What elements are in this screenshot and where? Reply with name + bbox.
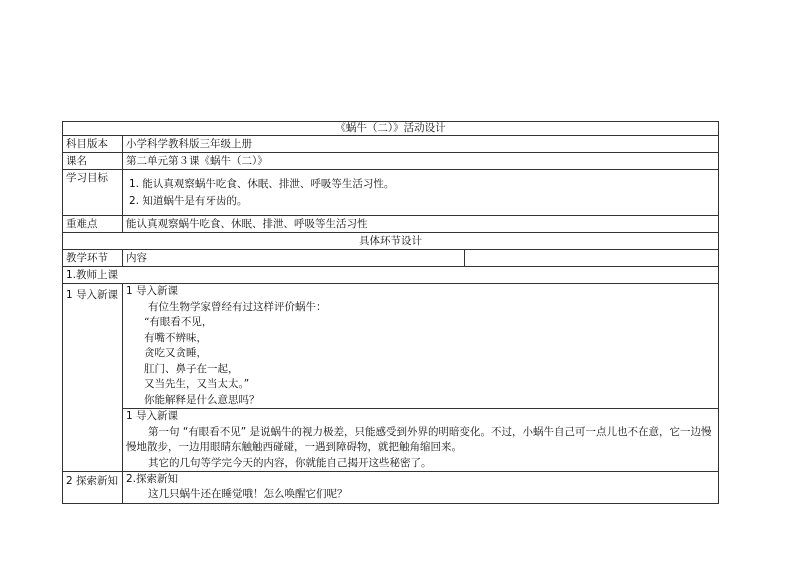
lesson-name-value: 第二单元第３课《蜗牛（二）》 [123,153,719,170]
content-column-header: 内容 [123,250,465,267]
key-points-value: 能认真观察蜗牛吃食、休眠、排泄、呼吸等生活习性 [123,216,719,233]
stage1-block1 [123,284,719,409]
block-intro: 有位生物学家曾经有过这样评价蜗牛： [148,300,327,313]
lesson-name-label: 课名 [63,153,123,170]
block-heading: 1 导入新课 [126,285,179,297]
subject-version-value: 小学科学教科版三年级上册 [123,136,719,153]
stage-column-header: 教学环节 [63,250,123,267]
learning-goals-label: 学习目标 [63,170,123,216]
lesson-plan-sheet [62,121,718,504]
empty-column-header [465,250,719,267]
poem-line: 有嘴不辨味， [144,331,207,344]
block-text: 这几只蜗牛还在睡觉哦！怎么唤醒它们呢？ [148,488,348,500]
stage1-block2 [123,409,719,472]
block-paragraph: 其它的几句等学完今天的内容，你就能自己揭开这些秘密了。 [148,456,432,469]
teacher-start-row: 1.教师上课 [63,267,719,284]
block-heading: 2.探索新知 [126,473,179,485]
key-points-label: 重难点 [63,216,123,233]
goal-item: 1. 能认真观察蜗牛吃食、休眠、排泄、呼吸等生活习性。 [129,177,395,190]
block-paragraph: 第一句 “有眼看不见” 是说蜗牛的视力极差，只能感受到外界的明暗变化。不过，小蜗牛自己可一点儿也不在意，它一边慢慢地散步，一边用眼睛东触触西碰碰，一遇到障碍物，就把触角缩回来。 [126,425,712,453]
poem-line: 肛门、鼻子在一起， [144,362,239,375]
stage1-label: 1 导入新课 [63,284,123,472]
block-heading: 1 导入新课 [126,410,179,422]
learning-goals-value [123,170,719,216]
poem-line: “有眼看不见， [144,316,213,328]
goal-item: 2. 知道蜗牛是有牙齿的。 [129,194,248,207]
stage2-content [123,472,719,504]
poem-line: 贪吃又贪睡， [144,347,207,359]
section-title: 具体环节设计 [63,233,719,250]
block-question: 你能解释是什么意思吗？ [144,393,260,406]
document-title: 《蜗牛（二）》活动设计 [63,122,719,136]
stage2-label: 2 探索新知 [63,472,123,504]
poem-line: 又当先生，又当太太。” [144,378,250,390]
lesson-plan-table [62,121,719,504]
subject-version-label: 科目版本 [63,136,123,153]
